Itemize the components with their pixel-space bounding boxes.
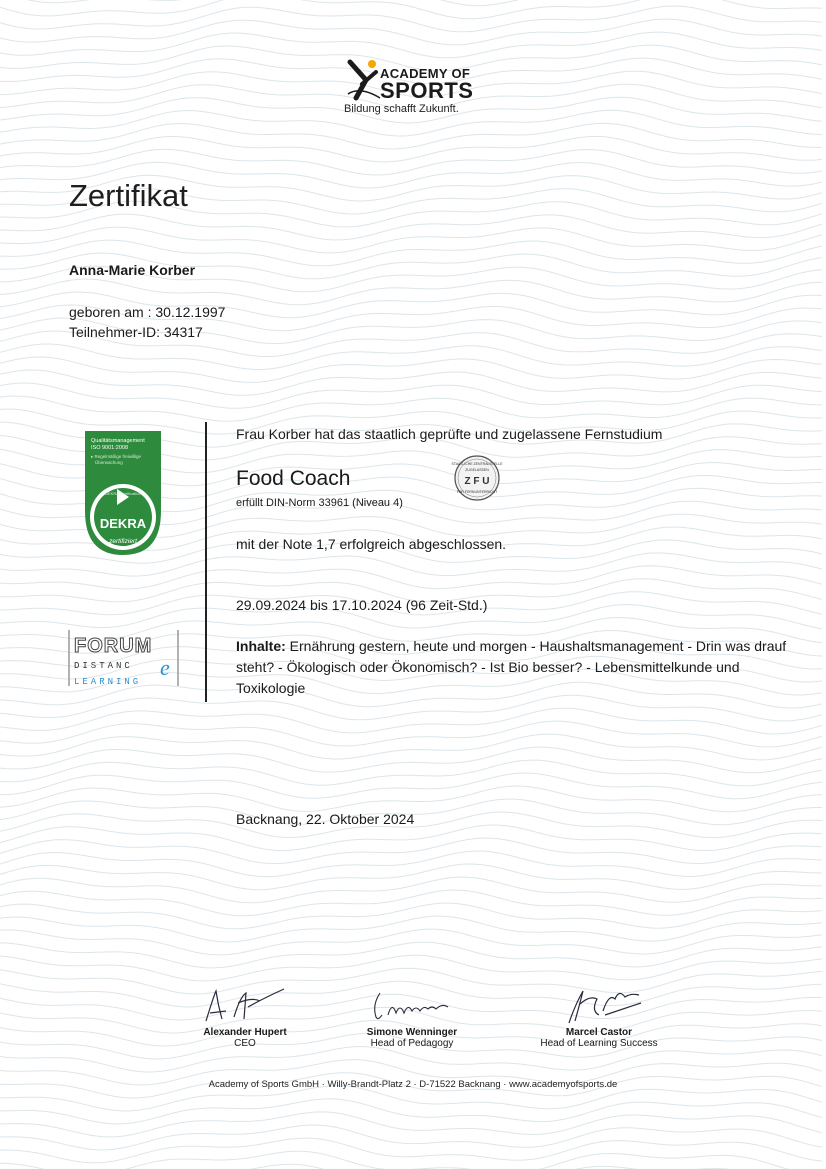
contents-text: Ernährung gestern, heute und morgen - Haushaltsmanagement - Drin was drauf steht? - Ökologisch oder Ökonomisch? - Ist Bio besser? - Lebensmittelkunde und Toxikologie	[236, 638, 787, 696]
dekra-certified-badge	[85, 431, 161, 555]
date-of-birth: geboren am : 30.12.1997	[69, 304, 226, 320]
course-title: Food Coach	[236, 467, 351, 490]
din-norm-text: erfüllt DIN-Norm 33961 (Niveau 4)	[236, 497, 403, 509]
forum-word1: FORUM	[74, 635, 153, 657]
course-contents	[236, 636, 796, 699]
vertical-divider	[205, 422, 207, 702]
contents-label: Inhalte:	[236, 638, 286, 654]
signature-block-pedagogy	[337, 985, 487, 1049]
participant-id: Teilnehmer-ID: 34317	[69, 324, 203, 340]
forum-e: e	[160, 655, 170, 680]
signature-ceo-image	[200, 985, 290, 1027]
signatory-name: Alexander Hupert	[203, 1027, 287, 1038]
dekra-line1: ▸ Regelmäßige freiwillige	[91, 454, 142, 459]
place-and-date: Backnang, 22. Oktober 2024	[236, 811, 415, 827]
dekra-brand: DEKRA	[99, 516, 147, 531]
logo-tagline: Bildung schafft Zukunft.	[344, 103, 459, 115]
dekra-line2: Überwachung	[95, 460, 123, 465]
dekra-status: zertifiziert	[109, 538, 137, 545]
zfu-letters: Z F U	[464, 476, 490, 487]
signatory-name: Simone Wenninger	[366, 1027, 458, 1038]
course-dates: 29.09.2024 bis 17.10.2024 (96 Zeit-Std.)	[236, 597, 488, 613]
zfu-seal	[446, 454, 508, 502]
forum-word2: DISTANC	[74, 661, 133, 671]
signature-block-learning-success	[514, 985, 684, 1049]
dekra-iso: ISO 9001:2008	[91, 445, 129, 451]
forum-word3: LEARNING	[74, 677, 142, 687]
certificate-title: Zertifikat	[69, 178, 188, 213]
forum-distance-learning-logo	[68, 628, 180, 690]
signatory-role: Head of Pedagogy	[370, 1038, 454, 1049]
zfu-arc-mid: ZUGELASSEN	[465, 468, 489, 472]
signatory-role: Head of Learning Success	[540, 1038, 658, 1049]
recipient-name: Anna-Marie Korber	[69, 262, 196, 278]
intro-text: Frau Korber hat das staatlich geprüfte und zugelassene Fernstudium	[236, 426, 663, 442]
logo-line2: SPORTS	[380, 78, 474, 103]
academy-of-sports-logo	[340, 56, 500, 122]
signatory-role: CEO	[234, 1038, 256, 1049]
footer-address: Academy of Sports GmbH · Willy-Brandt-Platz 2 · D-71522 Backnang · www.academyofsports.de	[208, 1079, 618, 1090]
signature-pedagogy-image	[362, 985, 462, 1027]
dekra-qm: Qualitätsmanagement	[91, 438, 145, 444]
signature-block-ceo	[170, 985, 320, 1049]
grade-text: mit der Note 1,7 erfolgreich abgeschlossen.	[236, 536, 507, 552]
signature-learning-image	[549, 985, 649, 1027]
zfu-arc-top: STAATLICHE ZENTRALSTELLE	[451, 462, 503, 466]
zfu-arc-bottom: FÜR FERNUNTERRICHT	[456, 490, 498, 494]
dekra-arc: DEKRA Certification	[105, 491, 141, 496]
logo-line1: ACADEMY OF	[380, 66, 471, 81]
athlete-icon	[346, 58, 382, 102]
signatory-name: Marcel Castor	[565, 1027, 633, 1038]
